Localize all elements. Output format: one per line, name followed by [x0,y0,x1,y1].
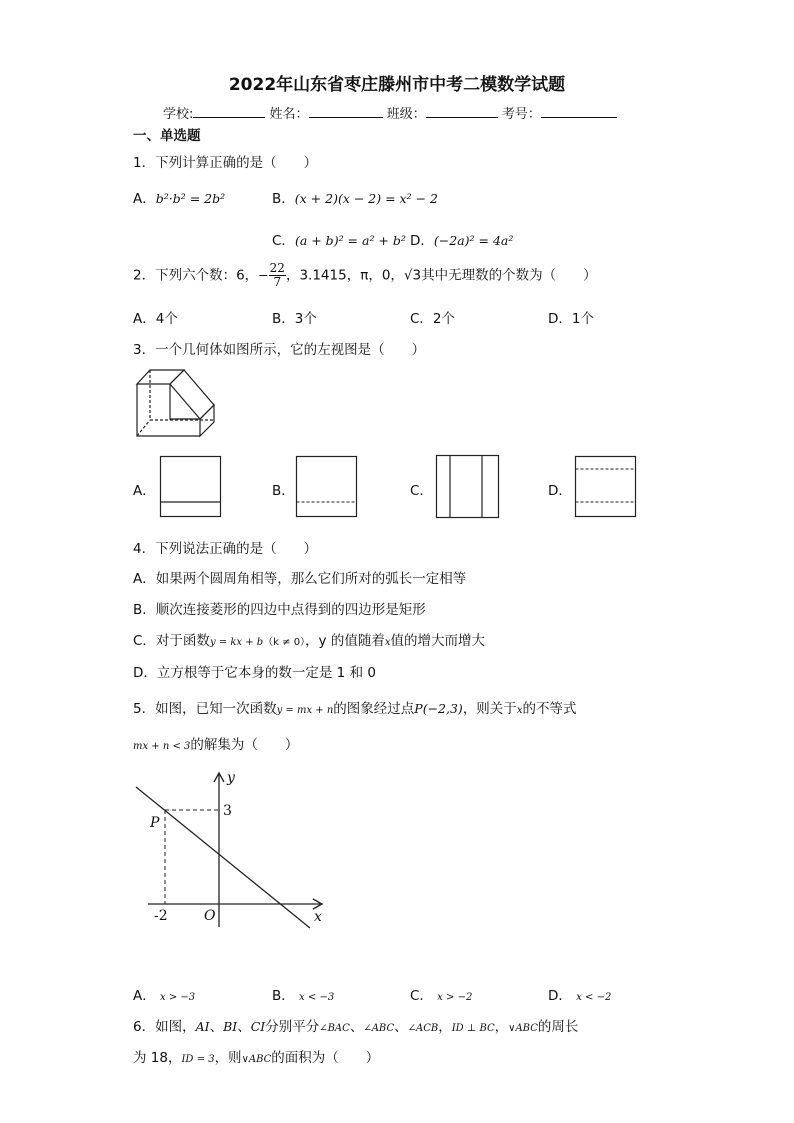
q1-c-expr: (a + b)² = a² + b² [294,233,406,248]
q1-b-label: B． [272,191,295,207]
q1-d-expr: (−2a)² = 4a² [433,233,514,248]
q1-c-label: C． [272,233,295,249]
name-label: 姓名： [269,107,309,122]
student-info-line [163,103,617,122]
q5-b-expr: x < −3 [299,992,335,1003]
q2-option-c[interactable]: C．2个 [410,311,456,327]
q6-line2-post: 的面积为（ ） [271,1050,380,1066]
q1-option-d[interactable] [410,229,513,249]
q5-inequality: mx + n < 3 [133,741,191,752]
q5-option-d[interactable] [548,984,611,1004]
q5-d-expr: x < −2 [576,992,612,1003]
q6-triangle2: ∨ABC [241,1054,272,1065]
q5-x: x [516,705,523,716]
q5-tick-3: 3 [223,803,232,819]
q5-point: P(−2,3) [414,701,463,716]
q4-c-post: 值的增大而增大 [390,633,485,649]
q1-stem: 1．下列计算正确的是（ ） [133,155,318,171]
q6-ci: CI [250,1019,266,1034]
q5-stem-post: 的不等式 [522,701,577,717]
q6-perimeter: 的周长 [537,1019,579,1035]
q1-b-expr: (x + 2)(x − 2) = x² − 2 [294,191,438,206]
q6-comma2: ， [494,1019,509,1035]
exam-no-blank[interactable] [541,105,617,118]
q3-c-square [437,456,499,518]
q2-stem-post: 其中无理数的个数为（ ） [421,267,597,284]
q6-sep1: 、 [209,1019,224,1035]
q5-tick-minus-2: -2 [154,908,168,924]
q6-bisect: 分别平分 [265,1019,320,1035]
q6-stem-line2 [133,1046,379,1066]
q5-option-b[interactable] [272,984,334,1004]
q6-perp: ID ⊥ BC [451,1023,495,1034]
q4-c-mid: ，y 的值随着 [305,633,385,649]
q5-b-label: B． [272,988,295,1004]
q6-bi: BI [223,1019,238,1034]
q4-c-pre: C．对于函数 [133,633,210,649]
q3-label-c[interactable]: C． [410,483,433,499]
q6-angle-acb: ∠ACB [407,1023,439,1034]
q2-frac-den: 7 [273,275,282,289]
q1-d-label: D． [410,233,434,249]
q2-minus: − [258,267,269,283]
q5-stem-mid2: ，则关于 [462,701,517,717]
q5-origin-label: O [204,908,216,924]
q6-sep3: 、 [349,1019,364,1035]
q2-frac-num: 22 [269,261,285,275]
q6-angle-bac: ∠BAC [319,1023,350,1034]
q5-graph [128,765,338,945]
q5-stem-line2 [133,733,298,753]
q5-option-c[interactable] [410,984,472,1004]
q3-option-a-figure[interactable] [160,456,222,518]
q2-stem-mid: ，3.1415，π，0，√3 [285,267,422,284]
q5-stem-pre: 5．如图，已知一次函数 [133,701,277,717]
q5-func: y = mx + n [276,705,334,716]
q2-fraction [269,262,286,289]
q5-a-label: A． [133,988,156,1004]
q6-line2-pre: 为 18， [133,1050,182,1066]
q5-option-a[interactable] [133,984,195,1004]
q1-a-label: A． [133,191,156,207]
q3-option-b-figure[interactable] [296,456,358,518]
q4-option-c[interactable] [133,629,485,649]
q5-y-label: y [227,770,235,786]
q3-b-square [297,457,357,517]
q4-option-b[interactable]: B．顺次连接菱形的四边中点得到的四边形是矩形 [133,602,426,618]
q5-ineq-post: 的解集为（ ） [190,737,299,753]
q2-stem [133,262,597,289]
q4-option-d[interactable]: D．立方根等于它本身的数一定是 1 和 0 [133,665,376,681]
q5-x-label: x [314,909,322,925]
q3-solid-hidden-d [137,420,150,436]
q4-c-func: y = kx + b [209,637,264,648]
q1-a-expr: b²·b² = 2b² [155,191,226,206]
q5-point-p-label: P [150,815,160,831]
q6-id: ID = 3 [181,1054,215,1065]
q6-line2-mid: ，则 [214,1050,242,1066]
name-blank[interactable] [309,105,383,118]
q4-stem: 4．下列说法正确的是（ ） [133,541,318,557]
q6-stem-line1 [133,1015,578,1035]
q2-option-b[interactable]: B．3个 [272,311,317,327]
q5-d-label: D． [548,988,572,1004]
school-label: 学校: [163,107,194,122]
q4-c-cond: （k ≠ 0） [263,637,306,648]
q4-option-a[interactable]: A．如果两个圆周角相等，那么它们所对的弧长一定相等 [133,571,467,587]
school-blank[interactable] [193,105,265,118]
q4-c-x: x [384,637,391,648]
q6-comma: ， [438,1019,452,1035]
q2-option-d[interactable]: D．1个 [548,311,594,327]
q3-option-d-figure[interactable] [575,456,637,518]
q5-stem [133,697,576,717]
q5-stem-mid: 的图象经过点 [333,701,415,717]
q3-d-square [576,457,636,517]
section-heading: 一、单选题 [133,128,201,144]
q1-option-a[interactable] [133,187,225,207]
q2-option-a[interactable]: A．4个 [133,311,178,327]
q3-a-square [161,457,221,517]
q6-angle-abc: ∠ABC [363,1023,395,1034]
class-blank[interactable] [426,105,498,118]
page-title: 2022年山东省枣庄滕州市中考二模数学试题 [228,75,566,95]
q3-solid-front [137,384,200,436]
q6-sep2: 、 [237,1019,251,1035]
q1-option-c[interactable] [272,229,406,249]
class-label: 班级： [386,107,426,122]
q3-solid-figure [130,362,230,442]
q5-c-expr: x > −2 [437,992,473,1003]
q3-label-b[interactable]: B． [272,483,295,499]
q6-triangle: ∨ABC [508,1023,538,1034]
q3-stem: 3．一个几何体如图所示，它的左视图是（ ） [133,342,426,358]
q6-sep4: 、 [394,1019,408,1035]
q2-stem-pre: 2．下列六个数：6， [133,267,259,284]
q5-c-label: C． [410,988,433,1004]
q3-label-d[interactable]: D． [548,483,572,499]
q3-label-a[interactable]: A． [133,483,156,499]
q6-ai: AI [195,1019,210,1034]
q1-option-b[interactable] [272,187,438,207]
q5-a-expr: x > −3 [160,992,196,1003]
q3-option-c-figure[interactable] [436,455,500,519]
exam-no-label: 考号： [501,107,541,122]
q6-pre: 6．如图， [133,1019,196,1035]
